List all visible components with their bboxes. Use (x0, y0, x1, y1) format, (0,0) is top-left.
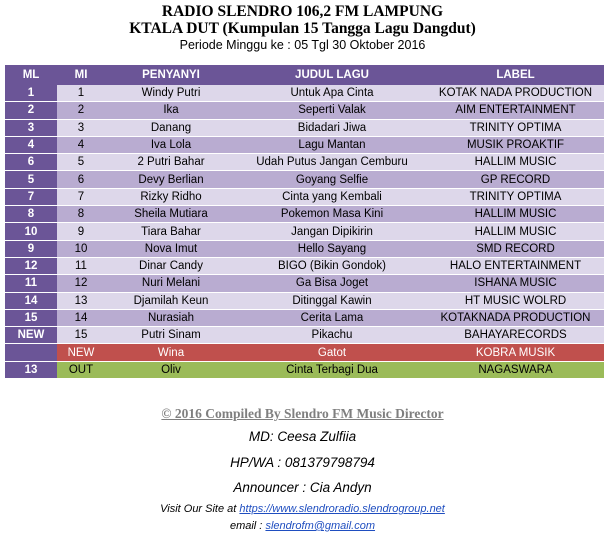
mi-cell: 8 (57, 206, 105, 223)
label-cell: GP RECORD (427, 171, 604, 188)
artist-cell: Nurasiah (105, 309, 237, 326)
column-header-artist: PENYANYI (105, 65, 237, 85)
song-title-cell: Lagu Mantan (237, 136, 427, 153)
table-row (5, 327, 604, 344)
mi-cell: 15 (57, 327, 105, 344)
song-title-cell: Goyang Selfie (237, 171, 427, 188)
ml-cell: 11 (5, 275, 57, 292)
artist-cell: Putri Sinam (105, 327, 237, 344)
mi-cell: NEW (57, 344, 105, 361)
mi-cell: 4 (57, 136, 105, 153)
contact-phone: HP/WA : 081379798794 (230, 455, 375, 470)
label-cell: KOTAK NADA PRODUCTION (427, 85, 604, 102)
label-cell: AIM ENTERTAINMENT (427, 102, 604, 119)
label-cell: NAGASWARA (427, 361, 604, 378)
column-header-label: LABEL (427, 65, 604, 85)
mi-cell: 14 (57, 309, 105, 326)
table-header-row (5, 65, 604, 85)
email-prefix: email : (229, 520, 263, 532)
song-title-cell: Cerita Lama (237, 309, 427, 326)
ml-cell: 8 (5, 206, 57, 223)
artist-cell: Iva Lola (105, 136, 237, 153)
ml-cell: 12 (5, 257, 57, 274)
song-title-cell: Gatot (237, 344, 427, 361)
visit-site-line (0, 503, 605, 515)
label-cell: BAHAYARECORDS (427, 327, 604, 344)
ml-cell: 6 (5, 154, 57, 171)
ml-cell: 10 (5, 223, 57, 240)
mi-cell: 11 (57, 257, 105, 274)
ml-cell: 9 (5, 240, 57, 257)
ml-cell: 13 (5, 361, 57, 378)
artist-cell: 2 Putri Bahar (105, 154, 237, 171)
table-row (5, 119, 604, 136)
artist-cell: Windy Putri (105, 85, 237, 102)
label-cell: SMD RECORD (427, 240, 604, 257)
artist-cell: Djamilah Keun (105, 292, 237, 309)
table-row (5, 240, 604, 257)
song-title-cell: Udah Putus Jangan Cemburu (237, 154, 427, 171)
label-cell: HALLIM MUSIC (427, 223, 604, 240)
column-header-mi: MI (57, 65, 105, 85)
song-title-cell: Pokemon Masa Kini (237, 206, 427, 223)
song-title-cell: Ga Bisa Joget (237, 275, 427, 292)
table-row (5, 171, 604, 188)
ml-cell: 4 (5, 136, 57, 153)
table-row (5, 309, 604, 326)
page-title: RADIO SLENDRO 106,2 FM LAMPUNG (161, 3, 444, 20)
song-title-cell: Jangan Dipikirin (237, 223, 427, 240)
email-link[interactable]: slendrofm@gmail.com (265, 520, 376, 532)
chart-period: Periode Minggu ke : 05 Tgl 30 Oktober 2016 (179, 38, 426, 52)
artist-cell: Tiara Bahar (105, 223, 237, 240)
song-title-cell: Hello Sayang (237, 240, 427, 257)
label-cell: HT MUSIC WOLRD (427, 292, 604, 309)
table-row (5, 292, 604, 309)
artist-cell: Oliv (105, 361, 237, 378)
table-row (5, 188, 604, 205)
table-row (5, 344, 604, 361)
announcer: Announcer : Cia Andyn (233, 480, 372, 495)
artist-cell: Dinar Candy (105, 257, 237, 274)
website-link[interactable]: https://www.slendroradio.slendrogroup.net (239, 503, 445, 515)
column-header-ml: ML (5, 65, 57, 85)
ml-cell: 5 (5, 171, 57, 188)
song-title-cell: Bidadari Jiwa (237, 119, 427, 136)
mi-cell: OUT (57, 361, 105, 378)
table-row (5, 275, 604, 292)
artist-cell: Nova Imut (105, 240, 237, 257)
table-row (5, 102, 604, 119)
ml-cell: 7 (5, 188, 57, 205)
ml-cell: 14 (5, 292, 57, 309)
label-cell: MUSIK PROAKTIF (427, 136, 604, 153)
song-title-cell: Cinta Terbagi Dua (237, 361, 427, 378)
mi-cell: 7 (57, 188, 105, 205)
table-row (5, 85, 604, 102)
table-row (5, 223, 604, 240)
artist-cell: Sheila Mutiara (105, 206, 237, 223)
mi-cell: 3 (57, 119, 105, 136)
table-row (5, 136, 604, 153)
table-row (5, 257, 604, 274)
artist-cell: Wina (105, 344, 237, 361)
label-cell: TRINITY OPTIMA (427, 119, 604, 136)
label-cell: HALLIM MUSIC (427, 206, 604, 223)
mi-cell: 2 (57, 102, 105, 119)
artist-cell: Devy Berlian (105, 171, 237, 188)
label-cell: HALLIM MUSIC (427, 154, 604, 171)
chart-table (5, 65, 604, 379)
visit-site-prefix: Visit Our Site at (160, 503, 237, 515)
label-cell: HALO ENTERTAINMENT (427, 257, 604, 274)
compiled-by: © 2016 Compiled By Slendro FM Music Director (161, 406, 444, 421)
song-title-cell: BIGO (Bikin Gondok) (237, 257, 427, 274)
music-director: MD: Ceesa Zulfiia (248, 429, 357, 444)
artist-cell: Ika (105, 102, 237, 119)
email-line (0, 520, 605, 532)
mi-cell: 12 (57, 275, 105, 292)
table-row (5, 206, 604, 223)
song-title-cell: Pikachu (237, 327, 427, 344)
mi-cell: 5 (57, 154, 105, 171)
label-cell: ISHANA MUSIC (427, 275, 604, 292)
table-row (5, 361, 604, 378)
artist-cell: Nuri Melani (105, 275, 237, 292)
ml-cell: 2 (5, 102, 57, 119)
table-body (5, 85, 604, 379)
song-title-cell: Ditinggal Kawin (237, 292, 427, 309)
song-title-cell: Seperti Valak (237, 102, 427, 119)
ml-cell: 1 (5, 85, 57, 102)
song-title-cell: Untuk Apa Cinta (237, 85, 427, 102)
label-cell: KOBRA MUSIK (427, 344, 604, 361)
mi-cell: 13 (57, 292, 105, 309)
mi-cell: 6 (57, 171, 105, 188)
mi-cell: 9 (57, 223, 105, 240)
table-row (5, 154, 604, 171)
ml-cell: 15 (5, 309, 57, 326)
artist-cell: Danang (105, 119, 237, 136)
page-subtitle: KTALA DUT (Kumpulan 15 Tangga Lagu Dangdut) (129, 20, 476, 37)
ml-cell: NEW (5, 327, 57, 344)
song-title-cell: Cinta yang Kembali (237, 188, 427, 205)
artist-cell: Rizky Ridho (105, 188, 237, 205)
ml-cell: 3 (5, 119, 57, 136)
label-cell: TRINITY OPTIMA (427, 188, 604, 205)
ml-cell (5, 344, 57, 361)
label-cell: KOTAKNADA PRODUCTION (427, 309, 604, 326)
column-header-title: JUDUL LAGU (237, 65, 427, 85)
mi-cell: 1 (57, 85, 105, 102)
mi-cell: 10 (57, 240, 105, 257)
